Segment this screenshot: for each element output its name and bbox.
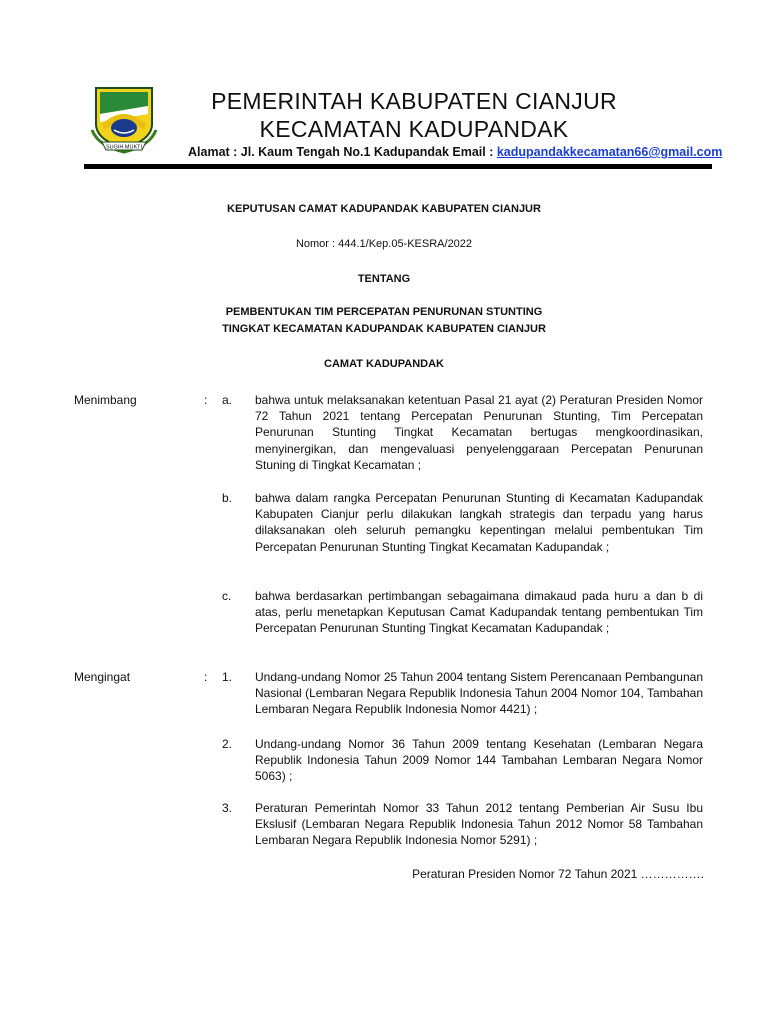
mengingat-mark-2: 2. <box>222 737 233 751</box>
official-title: CAMAT KADUPANDAK <box>324 358 444 370</box>
mengingat-mark-1: 1. <box>222 670 233 684</box>
menimbang-item-a: bahwa untuk melaksanakan ketentuan Pasal 21 ayat (2) Peraturan Presiden Nomor 72 Tahun 2021 tentang Percepatan Penurunan Stunting, Tim Percepatan Penurunan Stunting Tingkat Kecamatan bertugas mengkoordinasikan, menyinergikan, dan mengevaluasi penyelenggaraan Percepatan Penurunan Stuning di Tingkat Kecamatan ; <box>255 393 703 472</box>
letterhead-address <box>188 145 722 159</box>
email-link[interactable]: kadupandakkecamatan66@gmail.com <box>496 145 723 159</box>
mengingat-colon: : <box>204 670 208 684</box>
letterhead-divider <box>84 164 712 169</box>
decree-number: Nomor : 444.1/Kep.05-KESRA/2022 <box>295 238 473 250</box>
menimbang-item-b: bahwa dalam rangka Percepatan Penurunan Stunting di Kecamatan Kadupandak Kabupaten Cianjur perlu dilakukan langkah strategis dan terpadu yang harus dilaksanakan oleh seluruh pemangku kepentingan melalui pembentukan Tim Percepatan Penurunan Stunting Tingkat Kecamatan Kadupandak ; <box>255 491 703 554</box>
mengingat-item-3: Peraturan Pemerintah Nomor 33 Tahun 2012 tentang Pemberian Air Susu Ibu Ekslusif (Lembaran Negara Republik Indonesia Tahun 2012 Nomor 58 Tambahan Lembaran Negara Republik Indonesia Nomor 5291) ; <box>255 801 703 848</box>
about-heading: TENTANG <box>357 273 411 285</box>
continuation-note: Peraturan Presiden Nomor 72 Tahun 2021 ……………. <box>412 867 704 881</box>
address-text: Alamat : Jl. Kaum Tengah No.1 Kadupandak Email : <box>188 145 497 159</box>
decree-title: KEPUTUSAN CAMAT KADUPANDAK KABUPATEN CIANJUR <box>227 203 541 215</box>
emblem-ribbon-text: SUGIH MUKTI <box>105 144 143 151</box>
menimbang-item-c: bahwa berdasarkan pertimbangan sebagaimana dimakaud pada huru a dan b di atas, perlu menetapkan Keputusan Camat Kadupandak tentang pembentukan Tim Percepatan Penurunan Stunting Tingkat Kecamatan Kadupandak ; <box>255 589 703 636</box>
menimbang-mark-c: c. <box>222 589 232 603</box>
menimbang-colon: : <box>204 393 208 407</box>
letterhead-district: KECAMATAN KADUPANDAK <box>259 116 569 142</box>
letterhead-government: PEMERINTAH KABUPATEN CIANJUR <box>211 88 617 114</box>
mengingat-mark-3: 3. <box>222 801 233 815</box>
menimbang-label: Menimbang <box>74 393 137 407</box>
mengingat-item-2: Undang-undang Nomor 36 Tahun 2009 tentang Kesehatan (Lembaran Negara Republik Indonesia Tahun 2009 Nomor 144 Tambahan Lembaran Negara Nomor 5063) ; <box>255 737 703 784</box>
mengingat-item-1: Undang-undang Nomor 25 Tahun 2004 tentang Sistem Perencanaan Pembangunan Nasional (Lembaran Negara Republik Indonesia Tahun 2004 Nomor 104, Tambahan Lembaran Negara Republik Indonesia Nomor 4421) ; <box>255 670 703 717</box>
decree-subject-line2: TINGKAT KECAMATAN KADUPANDAK KABUPATEN CIANJUR <box>222 323 546 335</box>
menimbang-mark-a: a. <box>222 393 233 407</box>
menimbang-mark-b: b. <box>222 491 233 505</box>
mengingat-label: Mengingat <box>74 670 131 684</box>
decree-subject-line1: PEMBENTUKAN TIM PERCEPATAN PENURUNAN STUNTING <box>225 306 543 318</box>
